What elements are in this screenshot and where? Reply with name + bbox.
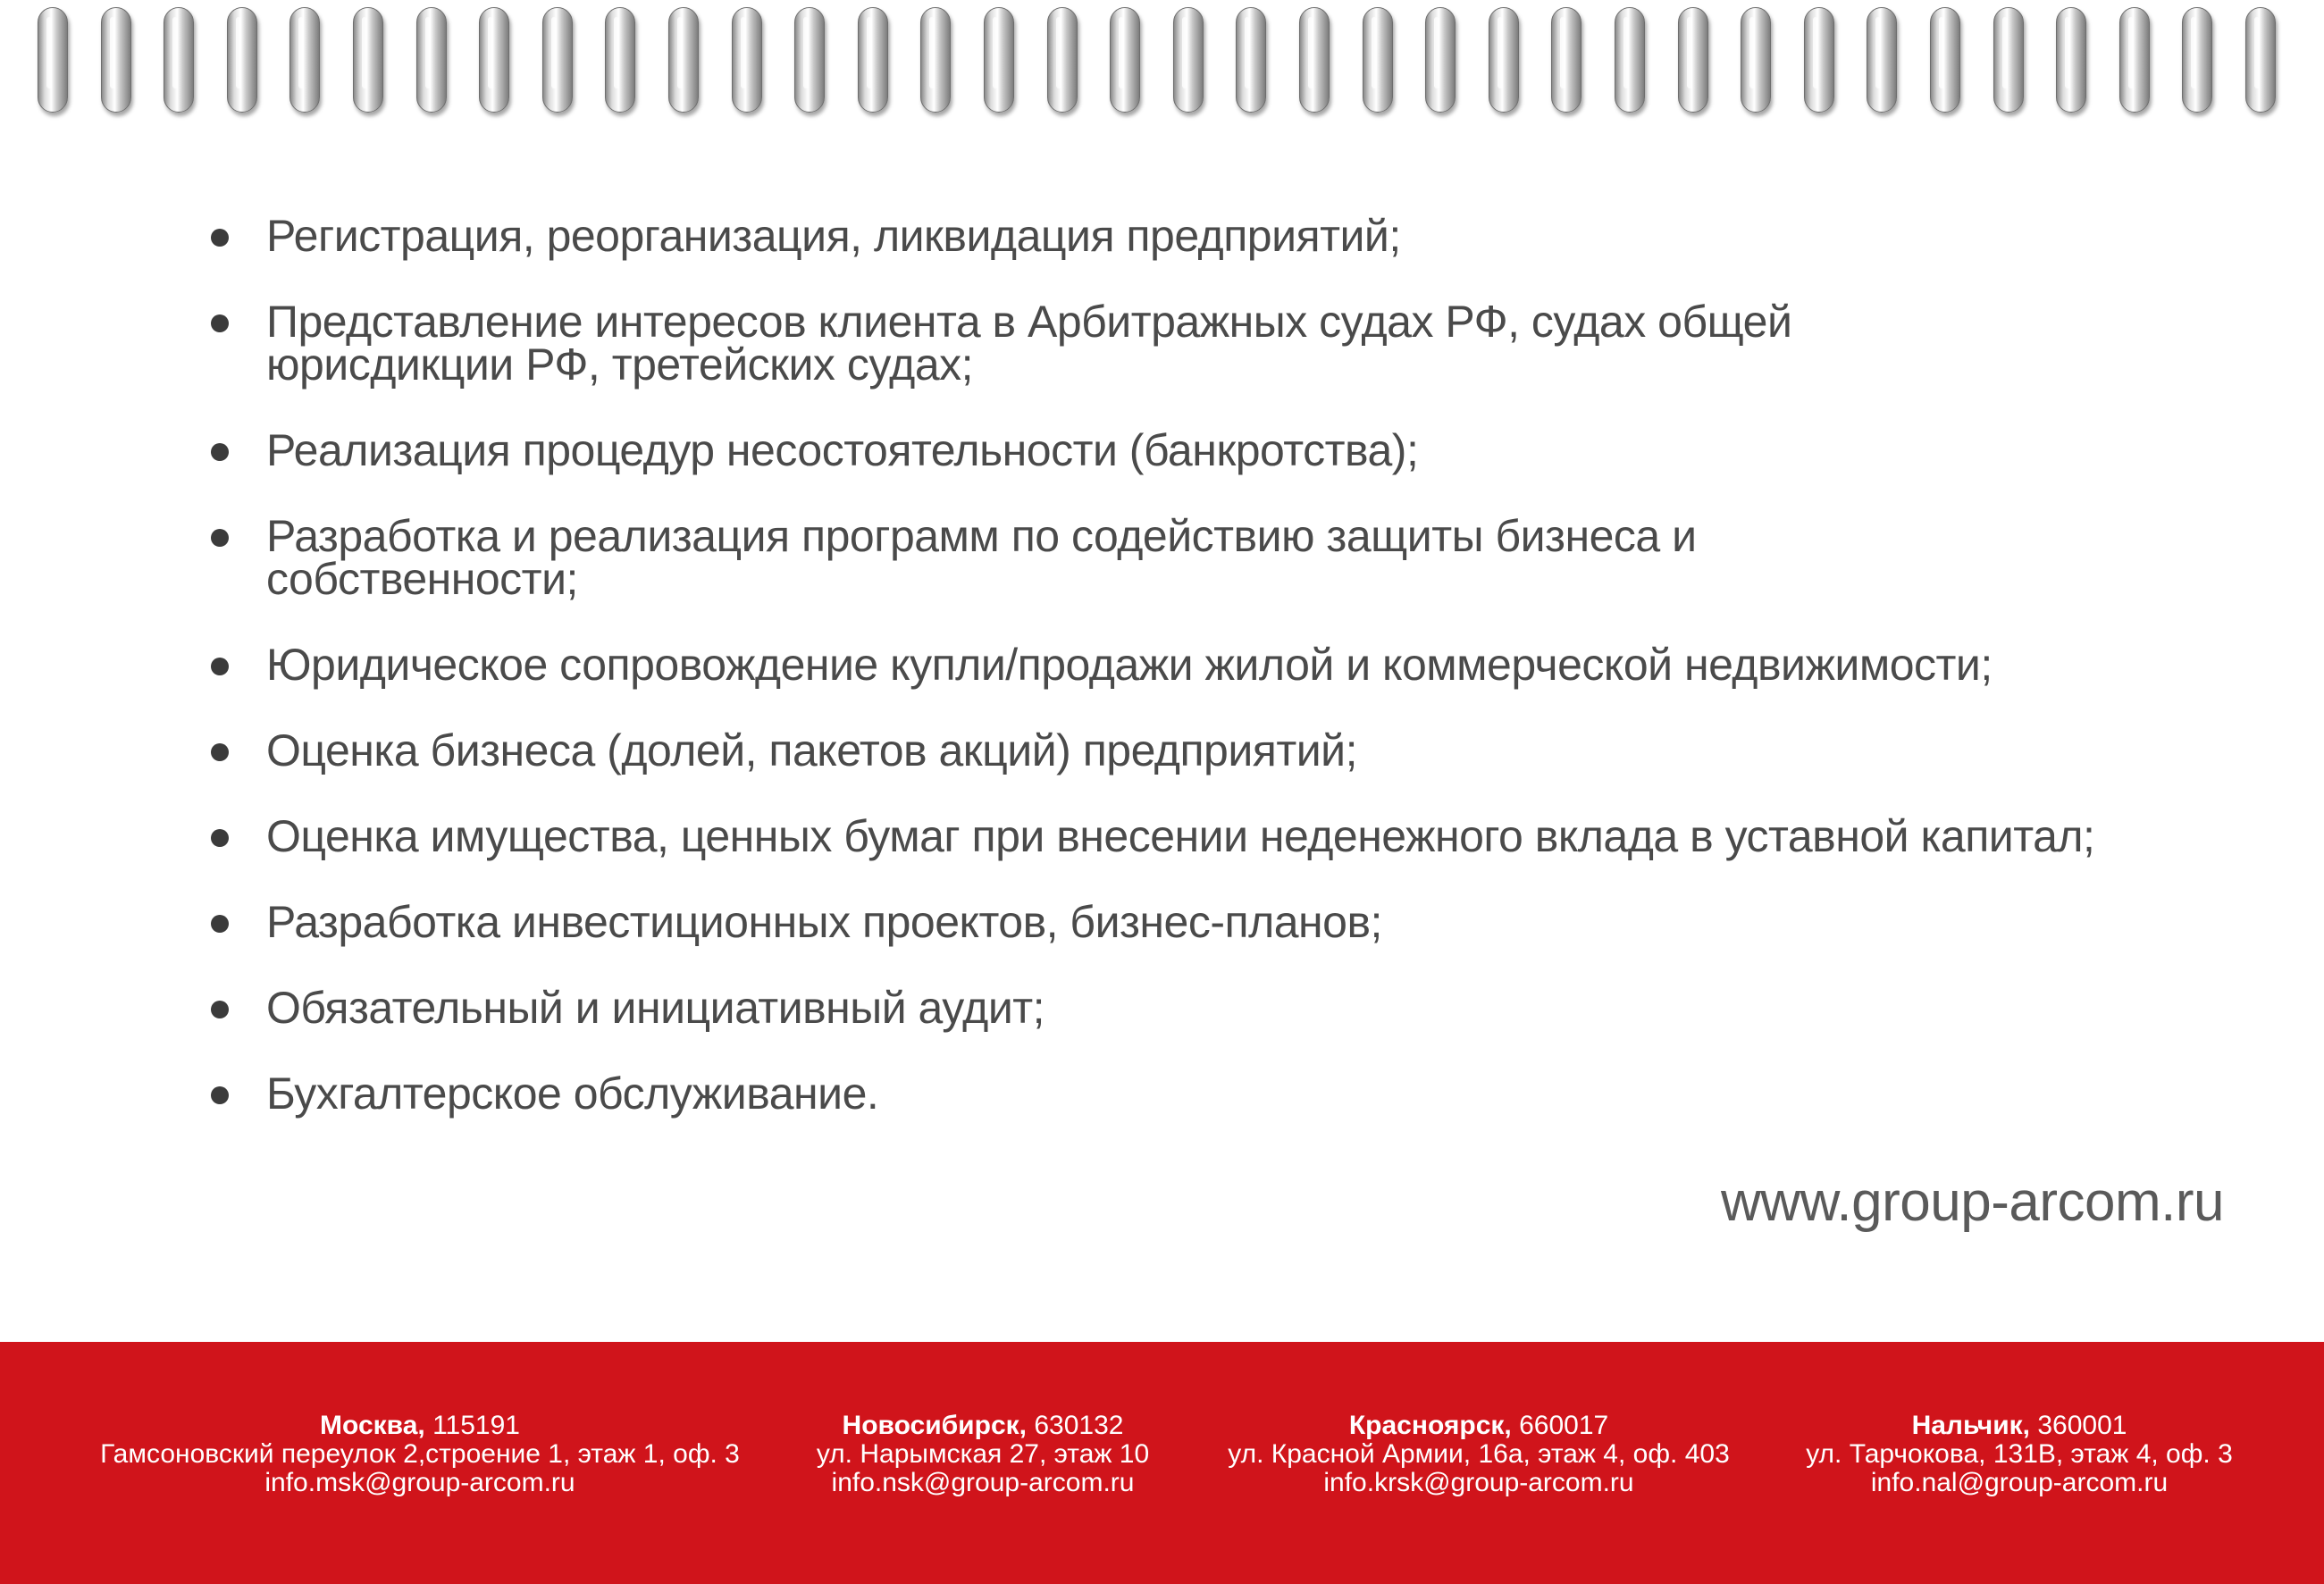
- office-address: ул. Красной Армии, 16а, этаж 4, оф. 403: [1228, 1439, 1730, 1469]
- binding-ring-icon: [1804, 7, 1834, 113]
- bullet-icon: [211, 829, 229, 847]
- office-moscow: [63, 1412, 777, 1497]
- binding-ring-icon: [794, 7, 825, 113]
- services-list: [204, 211, 2169, 1119]
- binding-ring-icon: [2245, 7, 2276, 113]
- binding-ring-icon: [164, 7, 194, 113]
- binding-ring-icon: [38, 7, 68, 113]
- office-city: Москва,: [320, 1411, 425, 1440]
- binding-ring-icon: [668, 7, 699, 113]
- office-city: Красноярск,: [1348, 1411, 1512, 1440]
- binding-ring-icon: [1047, 7, 1078, 113]
- website-link[interactable]: www.group-arcom.ru: [1721, 1171, 2224, 1233]
- office-email[interactable]: info.msk@group-arcom.ru: [264, 1468, 575, 1497]
- service-text: Бухгалтерское обслуживание.: [266, 1069, 879, 1119]
- binding-ring-icon: [1551, 7, 1581, 113]
- service-text: Оценка имущества, ценных бумаг при внесении неденежного вклада в уставной капитал;: [266, 811, 2095, 861]
- service-text: Реализация процедур несостоятельности (банкротства);: [266, 425, 1419, 475]
- binding-ring-icon: [1867, 7, 1897, 113]
- contacts-footer: [0, 1342, 2324, 1584]
- office-postcode: 660017: [1519, 1411, 1609, 1440]
- binding-ring-icon: [1173, 7, 1204, 113]
- binding-ring-icon: [920, 7, 951, 113]
- binding-ring-icon: [416, 7, 447, 113]
- office-city: Нальчик,: [1911, 1411, 2030, 1440]
- binding-ring-icon: [101, 7, 131, 113]
- binding-ring-icon: [1993, 7, 2024, 113]
- office-postcode: 630132: [1034, 1411, 1124, 1440]
- service-text: Разработка инвестиционных проектов, бизнес-планов;: [266, 897, 1382, 947]
- service-text: Регистрация, реорганизация, ликвидация предприятий;: [266, 211, 1401, 261]
- binding-ring-icon: [227, 7, 257, 113]
- office-address: ул. Нарымская 27, этаж 10: [816, 1439, 1150, 1469]
- service-text: Разработка и реализация программ по содействию защиты бизнеса и собственности;: [266, 511, 1697, 604]
- service-text: Обязательный и инициативный аудит;: [266, 983, 1045, 1033]
- service-item: [204, 425, 2169, 475]
- office-novosibirsk: [786, 1412, 1179, 1497]
- bullet-icon: [211, 229, 229, 247]
- binding-ring-icon: [1236, 7, 1266, 113]
- bullet-icon: [211, 314, 229, 332]
- spiral-binding: [0, 0, 2324, 125]
- office-email[interactable]: info.nsk@group-arcom.ru: [831, 1468, 1135, 1497]
- service-item: [204, 211, 2169, 261]
- binding-ring-icon: [732, 7, 762, 113]
- service-item: [204, 983, 2169, 1033]
- service-item: [204, 897, 2169, 947]
- service-item: [204, 640, 2169, 690]
- office-krasnoyarsk: [1197, 1412, 1760, 1497]
- binding-ring-icon: [1930, 7, 1960, 113]
- office-postcode: 115191: [432, 1411, 520, 1440]
- binding-ring-icon: [1678, 7, 1708, 113]
- binding-ring-icon: [984, 7, 1014, 113]
- office-postcode: 360001: [2037, 1411, 2127, 1440]
- office-city: Новосибирск,: [842, 1411, 1027, 1440]
- binding-ring-icon: [858, 7, 888, 113]
- service-item: [204, 297, 2009, 390]
- bullet-icon: [211, 915, 229, 933]
- binding-ring-icon: [353, 7, 383, 113]
- binding-ring-icon: [2119, 7, 2150, 113]
- service-text: Оценка бизнеса (долей, пакетов акций) предприятий;: [266, 725, 1357, 775]
- office-nalchik: [1778, 1412, 2261, 1497]
- office-address: Гамсоновский переулок 2,строение 1, этаж 1, оф. 3: [100, 1439, 740, 1469]
- bullet-icon: [211, 443, 229, 461]
- service-item: [204, 811, 2098, 861]
- service-item: [204, 1069, 2169, 1119]
- bullet-icon: [211, 529, 229, 547]
- service-item: [204, 511, 1964, 604]
- binding-ring-icon: [542, 7, 573, 113]
- binding-ring-icon: [1489, 7, 1519, 113]
- office-address: ул. Тарчокова, 131В, этаж 4, оф. 3: [1806, 1439, 2233, 1469]
- binding-ring-icon: [1741, 7, 1771, 113]
- service-item: [204, 725, 2169, 775]
- binding-ring-icon: [2056, 7, 2086, 113]
- office-email[interactable]: info.krsk@group-arcom.ru: [1323, 1468, 1634, 1497]
- service-text: Представление интересов клиента в Арбитражных судах РФ, судах общей юрисдикции РФ, третейских судах;: [266, 297, 1792, 390]
- bullet-icon: [211, 743, 229, 761]
- binding-ring-icon: [1615, 7, 1645, 113]
- binding-ring-icon: [605, 7, 635, 113]
- service-text: Юридическое сопровождение купли/продажи жилой и коммерческой недвижимости;: [266, 640, 1993, 690]
- binding-ring-icon: [1363, 7, 1393, 113]
- binding-ring-icon: [2182, 7, 2212, 113]
- binding-ring-icon: [289, 7, 320, 113]
- bullet-icon: [211, 1086, 229, 1104]
- bullet-icon: [211, 1001, 229, 1018]
- binding-ring-icon: [1110, 7, 1140, 113]
- binding-ring-icon: [479, 7, 509, 113]
- binding-ring-icon: [1299, 7, 1330, 113]
- binding-ring-icon: [1425, 7, 1456, 113]
- bullet-icon: [211, 658, 229, 675]
- office-email[interactable]: info.nal@group-arcom.ru: [1870, 1468, 2169, 1497]
